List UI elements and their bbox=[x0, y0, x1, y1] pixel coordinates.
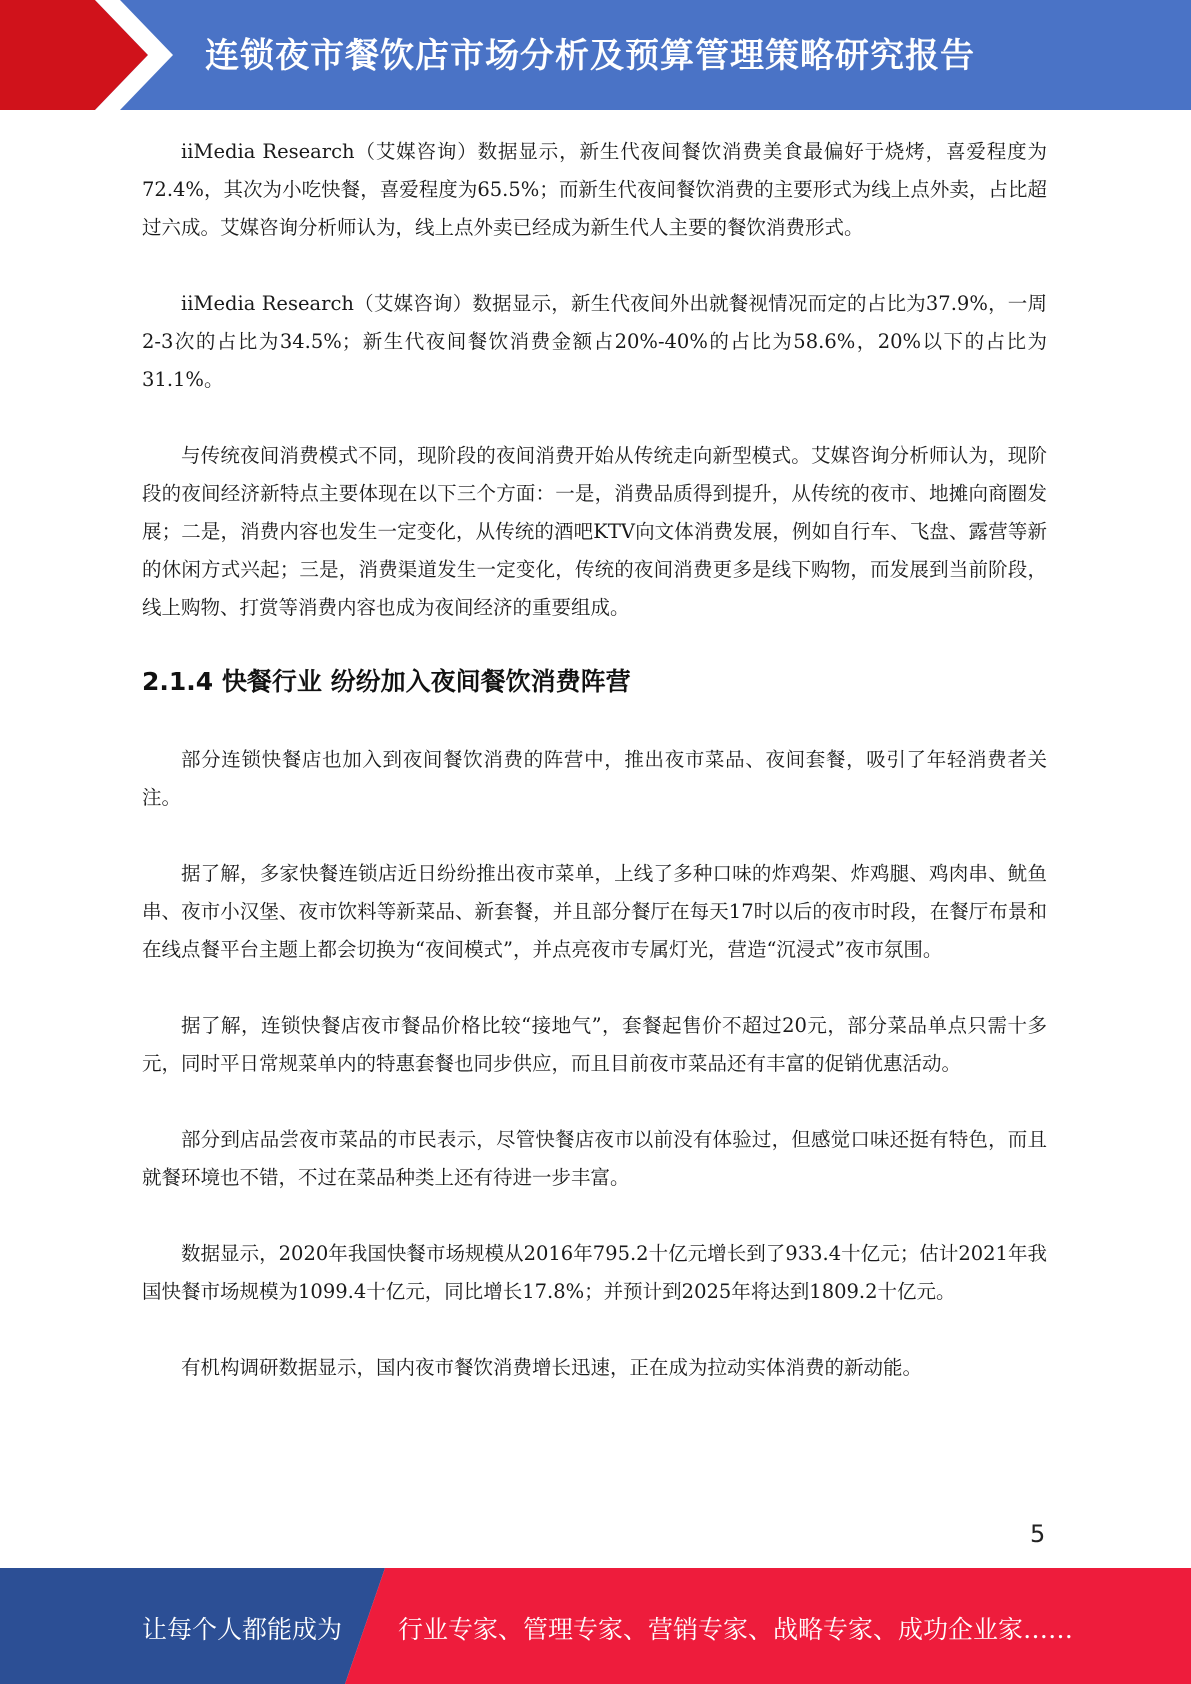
page-header bbox=[0, 0, 1191, 110]
paragraph: 与传统夜间消费模式不同，现阶段的夜间消费开始从传统走向新型模式。艾媒咨询分析师认为，现阶段的夜间经济新特点主要体现在以下三个方面：一是，消费品质得到提升，从传统的夜市、地摊向商圈发展；二是，消费内容也发生一定变化，从传统的酒吧KTV向文体消费发展，例如自行车、飞盘、露营等新的休闲方式兴起；三是，消费渠道发生一定变化，传统的夜间消费更多是线下购物，而发展到当前阶段，线上购物、打赏等消费内容也成为夜间经济的重要组成。 bbox=[142, 444, 1047, 619]
paragraph: 据了解，多家快餐连锁店近日纷纷推出夜市菜单，上线了多种口味的炸鸡架、炸鸡腿、鸡肉串、鱿鱼串、夜市小汉堡、夜市饮料等新菜品、新套餐，并且部分餐厅在每天17时以后的夜市时段，在餐厅布景和在线点餐平台主题上都会切换为“夜间模式”，并点亮夜市专属灯光，营造“沉浸式”夜市氛围。 bbox=[142, 862, 1047, 961]
page-number: 5 bbox=[1030, 1520, 1046, 1548]
paragraph: 据了解，连锁快餐店夜市餐品价格比较“接地气”，套餐起售价不超过20元，部分菜品单点只需十多元，同时平日常规菜单内的特惠套餐也同步供应，而且目前夜市菜品还有丰富的促销优惠活动。 bbox=[142, 1014, 1047, 1075]
footer-slogan-left: 让每个人都能成为 bbox=[142, 1615, 343, 1644]
paragraph: 数据显示，2020年我国快餐市场规模从2016年795.2十亿元增长到了933.4十亿元；估计2021年我国快餐市场规模为1099.4十亿元，同比增长17.8%；并预计到2025年将达到1809.2十亿元。 bbox=[142, 1242, 1047, 1303]
footer-slogan-right: 行业专家、管理专家、营销专家、战略专家、成功企业家…… bbox=[398, 1615, 1074, 1644]
report-title: 连锁夜市餐饮店市场分析及预算管理策略研究报告 bbox=[205, 36, 975, 76]
paragraph: iiMedia Research（艾媒咨询）数据显示，新生代夜间餐饮消费美食最偏好于烧烤，喜爱程度为72.4%，其次为小吃快餐，喜爱程度为65.5%；而新生代夜间餐饮消费的主要形式为线上点外卖，占比超过六成。艾媒咨询分析师认为，线上点外卖已经成为新生代人主要的餐饮消费形式。 bbox=[142, 140, 1047, 239]
page-footer bbox=[0, 1568, 1191, 1684]
paragraph: 有机构调研数据显示，国内夜市餐饮消费增长迅速，正在成为拉动实体消费的新动能。 bbox=[181, 1356, 923, 1379]
document-body bbox=[142, 133, 1047, 1425]
paragraph: 部分到店品尝夜市菜品的市民表示，尽管快餐店夜市以前没有体验过，但感觉口味还挺有特色，而且就餐环境也不错，不过在菜品种类上还有待进一步丰富。 bbox=[142, 1128, 1047, 1189]
paragraph: 部分连锁快餐店也加入到夜间餐饮消费的阵营中，推出夜市菜品、夜间套餐，吸引了年轻消费者关注。 bbox=[142, 748, 1047, 809]
paragraph: iiMedia Research（艾媒咨询）数据显示，新生代夜间外出就餐视情况而定的占比为37.9%，一周2-3次的占比为34.5%；新生代夜间餐饮消费金额占20%-40%的占比为58.6%，20%以下的占比为31.1%。 bbox=[142, 292, 1047, 391]
section-heading: 2.1.4 快餐行业 纷纷加入夜间餐饮消费阵营 bbox=[142, 667, 631, 696]
